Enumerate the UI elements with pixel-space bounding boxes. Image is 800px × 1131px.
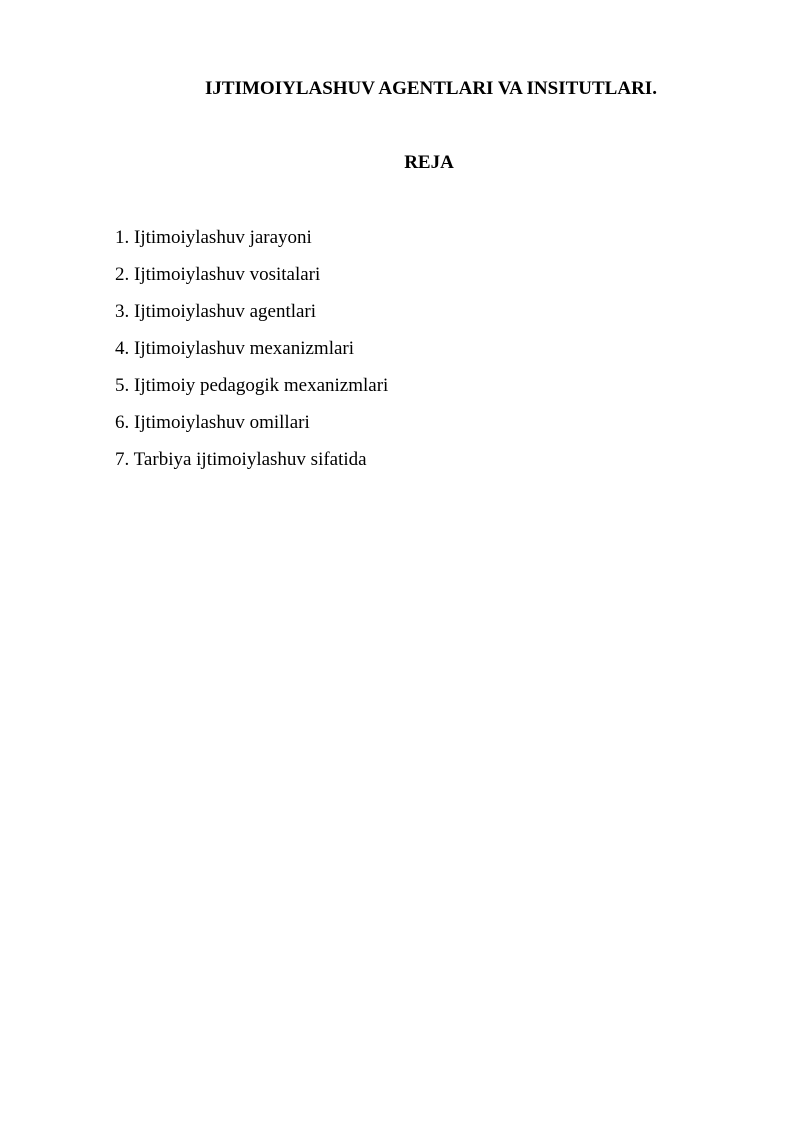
document-title: IJTIMOIYLASHUV AGENTLARI VA INSITUTLARI.	[205, 78, 657, 99]
plan-heading: REJA	[404, 152, 454, 173]
plan-item-1: 1. Ijtimoiylashuv jarayoni	[115, 227, 312, 248]
plan-item-3: 3. Ijtimoiylashuv agentlari	[115, 301, 317, 322]
plan-item-4: 4. Ijtimoiylashuv mexanizmlari	[115, 338, 355, 359]
plan-item-7: 7. Tarbiya ijtimoiylashuv sifatida	[115, 449, 367, 470]
plan-list	[115, 227, 388, 486]
plan-item-2: 2. Ijtimoiylashuv vositalari	[115, 264, 321, 285]
plan-item-6: 6. Ijtimoiylashuv omillari	[115, 412, 310, 433]
plan-item-5: 5. Ijtimoiy pedagogik mexanizmlari	[115, 375, 389, 396]
